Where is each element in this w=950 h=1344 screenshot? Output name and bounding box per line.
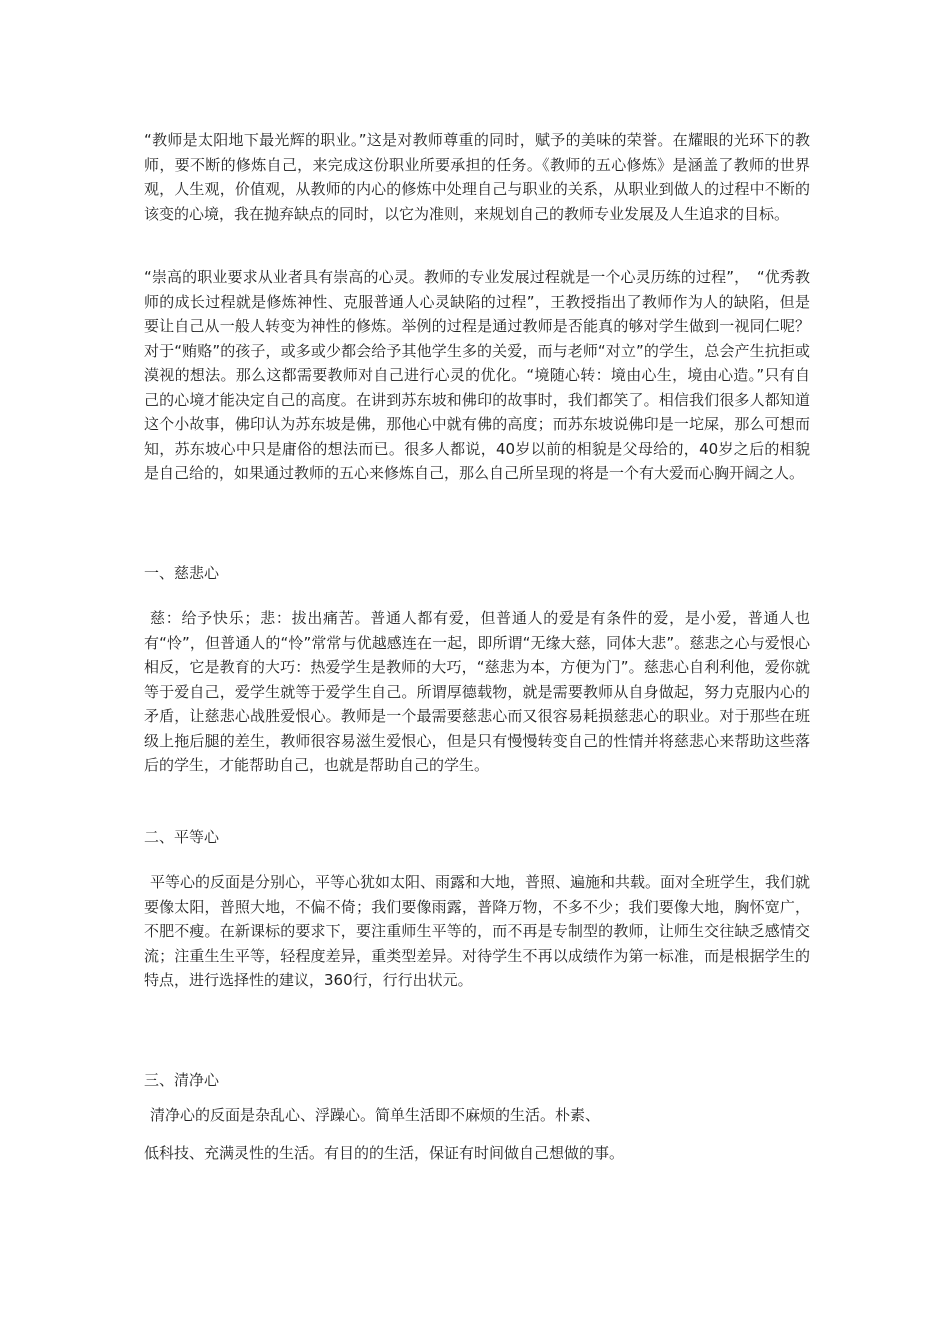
section-body-compassion: 慈：给予快乐；悲：拔出痛苦。普通人都有爱，但普通人的爱是有条件的爱，是小爱，普通人也有“怜”，但普通人的“怜”常常与优越感连在一起，即所谓“无缘大慈，同体大悲”。慈悲之心与爱恨心相反，它是教育的大巧：热爱学生是教师的大巧，“慈悲为本，方便为门”。慈悲心自利利他，爱你就等于爱自己，爱学生就等于爱学生自己。所谓厚德载物，就是需要教师从自身做起，努力克服内心的矛盾，让慈悲心战胜爱恨心。教师是一个最需要慈悲心而又很容易耗损慈悲心的职业。对于那些在班级上拖后腿的差生，教师很容易滋生爱恨心，但是只有慢慢转变自己的性情并将慈悲心来帮助这些落后的学生，才能帮助自己，也就是帮助自己的学生。 <box>144 609 810 774</box>
section-heading-purity: 三、清净心 <box>144 1071 220 1089</box>
section-body-purity-line-2: 低科技、充满灵性的生活。有目的的生活，保证有时间做自己想做的事。 <box>144 1144 625 1162</box>
section-body-equality: 平等心的反面是分别心，平等心犹如太阳、雨露和大地，普照、遍施和共载。面对全班学生，我们就要像太阳，普照大地，不偏不倚；我们要像雨露，普降万物，不多不少；我们要像大地，胸怀宽广，不肥不瘦。在新课标的要求下，要注重师生平等的，而不再是专制型的教师，让师生交往缺乏感情交流；注重生生平等，轻程度差异，重类型差异。对待学生不再以成绩作为第一标准，而是根据学生的特点，进行选择性的建议，360行，行行出状元。 <box>144 873 811 989</box>
section-body-purity-line-1: 清净心的反面是杂乱心、浮躁心。简单生活即不麻烦的生活。朴素、 <box>150 1106 601 1124</box>
section-heading-compassion: 一、慈悲心 <box>144 564 220 582</box>
body-paragraph: “崇高的职业要求从业者具有崇高的心灵。教师的专业发展过程就是一个心灵历练的过程”， “优秀教师的成长过程就是修炼神性、克服普通人心灵缺陷的过程”，王教授指出了教师作为人的缺陷，但是要让自己从一般人转变为神性的修炼。举例的过程是通过教师是否能真的够对学生做到一视同仁呢？对于“贿赂”的孩子，或多或少都会给予其他学生多的关爱，而与老师“对立”的学生，总会产生抗拒或漠视的想法。那么这都需要教师对自己进行心灵的优化。“境随心转：境由心生，境由心造。”只有自己的心境才能决定自己的高度。在讲到苏东坡和佛印的故事时，我们都笑了。相信我们很多人都知道这个小故事，佛印认为苏东坡是佛，那他心中就有佛的高度；而苏东坡说佛印是一坨屎，那么可想而知，苏东坡心中只是庸俗的想法而已。很多人都说，40岁以前的相貌是父母给的，40岁之后的相貌是自己给的，如果通过教师的五心来修炼自己，那么自己所呈现的将是一个有大爱而心胸开阔之人。 <box>144 268 810 482</box>
section-heading-equality: 二、平等心 <box>144 828 220 846</box>
intro-paragraph: “教师是太阳地下最光辉的职业。”这是对教师尊重的同时，赋予的美味的荣誉。在耀眼的光环下的教师，要不断的修炼自己，来完成这份职业所要承担的任务。《教师的五心修炼》是涵盖了教师的世界观，人生观，价值观，从教师的内心的修炼中处理自己与职业的关系，从职业到做人的过程中不断的该变的心境，我在抛弃缺点的同时，以它为准则，来规划自己的教师专业发展及人生追求的目标。 <box>144 131 810 223</box>
